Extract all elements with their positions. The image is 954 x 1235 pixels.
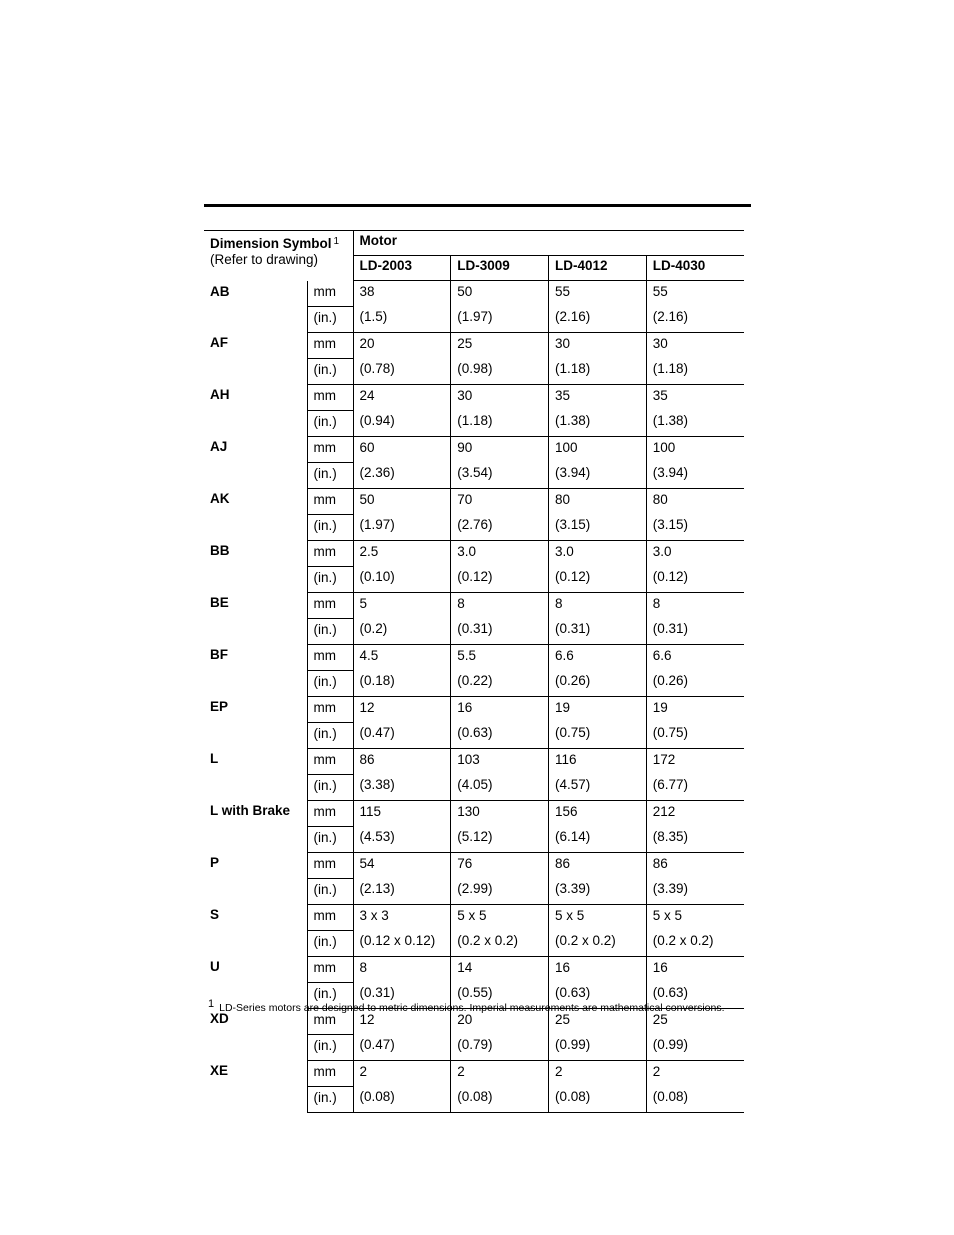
value-in: (1.18)	[549, 358, 647, 384]
value-in: (0.2 x 0.2)	[549, 930, 647, 956]
value-mm: 55	[549, 281, 647, 307]
value-mm: 8	[549, 592, 647, 618]
unit-mm: mm	[307, 1060, 353, 1086]
unit-in: (in.)	[307, 826, 353, 852]
value-mm: 100	[549, 436, 647, 462]
value-mm: 3.0	[451, 540, 549, 566]
unit-mm: mm	[307, 332, 353, 358]
unit-in: (in.)	[307, 514, 353, 540]
table-row	[204, 904, 744, 930]
value-mm: 55	[646, 281, 744, 307]
unit-mm: mm	[307, 800, 353, 826]
value-in: (3.39)	[646, 878, 744, 904]
table-row	[204, 748, 744, 774]
unit-in: (in.)	[307, 306, 353, 332]
table-row	[204, 436, 744, 462]
value-mm: 2	[451, 1060, 549, 1086]
table-row	[204, 332, 744, 358]
value-mm: 172	[646, 748, 744, 774]
value-in: (8.35)	[646, 826, 744, 852]
dimension-symbol: L	[210, 751, 219, 766]
value-in: (0.47)	[353, 722, 451, 748]
value-in: (0.31)	[451, 618, 549, 644]
value-in: (0.2 x 0.2)	[451, 930, 549, 956]
dimension-symbol: AJ	[210, 439, 228, 454]
value-mm: 30	[646, 332, 744, 358]
unit-in: (in.)	[307, 722, 353, 748]
unit-mm: mm	[307, 436, 353, 462]
value-in: (1.18)	[646, 358, 744, 384]
value-mm: 4.5	[353, 644, 451, 670]
value-mm: 86	[549, 852, 647, 878]
value-in: (0.10)	[353, 566, 451, 592]
footnote	[208, 998, 768, 1014]
unit-in: (in.)	[307, 566, 353, 592]
value-in: (1.38)	[549, 410, 647, 436]
value-mm: 3.0	[549, 540, 647, 566]
value-mm: 212	[646, 800, 744, 826]
unit-mm: mm	[307, 540, 353, 566]
value-mm: 156	[549, 800, 647, 826]
value-in: (0.79)	[451, 1034, 549, 1060]
value-in: (3.94)	[549, 462, 647, 488]
value-mm: 2	[646, 1060, 744, 1086]
unit-mm: mm	[307, 1008, 353, 1034]
value-in: (4.57)	[549, 774, 647, 800]
value-mm: 60	[353, 436, 451, 462]
value-mm: 30	[451, 384, 549, 410]
motor-model-header: LD-3009	[451, 256, 549, 281]
table-row	[204, 800, 744, 826]
value-in: (2.13)	[353, 878, 451, 904]
value-in: (0.08)	[353, 1086, 451, 1112]
value-mm: 3 x 3	[353, 904, 451, 930]
value-in: (2.99)	[451, 878, 549, 904]
dimension-symbol: P	[210, 855, 220, 870]
value-in: (0.99)	[646, 1034, 744, 1060]
unit-in: (in.)	[307, 358, 353, 384]
value-mm: 50	[353, 488, 451, 514]
value-in: (0.31)	[549, 618, 647, 644]
value-mm: 6.6	[646, 644, 744, 670]
top-rule	[204, 204, 751, 207]
unit-in: (in.)	[307, 670, 353, 696]
table-row	[204, 281, 744, 307]
table-row	[204, 696, 744, 722]
value-in: (3.15)	[646, 514, 744, 540]
dimension-symbol: BE	[210, 595, 229, 610]
value-in: (6.77)	[646, 774, 744, 800]
dimensions-table	[204, 230, 744, 1113]
value-in: (0.08)	[549, 1086, 647, 1112]
value-mm: 35	[646, 384, 744, 410]
value-mm: 19	[549, 696, 647, 722]
dimension-symbol: EP	[210, 699, 229, 714]
value-mm: 3.0	[646, 540, 744, 566]
value-mm: 86	[353, 748, 451, 774]
value-mm: 80	[549, 488, 647, 514]
value-mm: 16	[549, 956, 647, 982]
value-mm: 70	[451, 488, 549, 514]
table-row	[204, 1060, 744, 1086]
unit-mm: mm	[307, 956, 353, 982]
unit-in: (in.)	[307, 618, 353, 644]
dimension-symbol: S	[210, 907, 220, 922]
value-mm: 8	[646, 592, 744, 618]
footnote-text: LD-Series motors are designed to metric dimensions. Imperial measurements are mathematical conversions.	[219, 1002, 725, 1014]
value-mm: 5	[353, 592, 451, 618]
value-in: (2.16)	[549, 306, 647, 332]
value-in: (0.55)	[451, 982, 549, 1008]
value-mm: 76	[451, 852, 549, 878]
value-in: (1.18)	[451, 410, 549, 436]
table-row	[204, 644, 744, 670]
value-mm: 35	[549, 384, 647, 410]
unit-in: (in.)	[307, 410, 353, 436]
unit-mm: mm	[307, 592, 353, 618]
value-mm: 100	[646, 436, 744, 462]
unit-in: (in.)	[307, 878, 353, 904]
value-mm: 115	[353, 800, 451, 826]
value-in: (3.15)	[549, 514, 647, 540]
unit-mm: mm	[307, 644, 353, 670]
table-row	[204, 956, 744, 982]
unit-mm: mm	[307, 904, 353, 930]
value-in: (1.97)	[451, 306, 549, 332]
value-mm: 2.5	[353, 540, 451, 566]
value-mm: 130	[451, 800, 549, 826]
dimension-symbol: XD	[210, 1011, 229, 1026]
table-row	[204, 852, 744, 878]
value-in: (2.16)	[646, 306, 744, 332]
value-in: (1.97)	[353, 514, 451, 540]
dimension-symbol: U	[210, 959, 220, 974]
value-mm: 6.6	[549, 644, 647, 670]
dimension-symbol: AB	[210, 283, 230, 299]
value-in: (3.39)	[549, 878, 647, 904]
dimension-symbol: AF	[210, 335, 228, 350]
value-in: (0.99)	[549, 1034, 647, 1060]
footnote-mark: 1	[333, 236, 340, 247]
dimension-symbol-sublabel: (Refer to drawing)	[210, 252, 319, 267]
value-in: (0.47)	[353, 1034, 451, 1060]
dimension-symbol: XE	[210, 1063, 229, 1078]
value-in: (1.5)	[353, 306, 451, 332]
value-in: (1.38)	[646, 410, 744, 436]
value-in: (0.31)	[353, 982, 451, 1008]
value-mm: 20	[353, 332, 451, 358]
value-in: (0.63)	[451, 722, 549, 748]
dimension-symbol: AK	[210, 491, 230, 506]
value-mm: 86	[646, 852, 744, 878]
value-in: (0.78)	[353, 358, 451, 384]
value-mm: 5.5	[451, 644, 549, 670]
value-in: (2.36)	[353, 462, 451, 488]
unit-in: (in.)	[307, 774, 353, 800]
value-mm: 103	[451, 748, 549, 774]
value-mm: 24	[353, 384, 451, 410]
value-mm: 16	[451, 696, 549, 722]
unit-mm: mm	[307, 748, 353, 774]
value-mm: 38	[353, 281, 451, 307]
header-row-motor	[204, 231, 744, 256]
value-in: (3.38)	[353, 774, 451, 800]
unit-in: (in.)	[307, 982, 353, 1008]
value-mm: 12	[353, 1008, 451, 1034]
value-in: (4.05)	[451, 774, 549, 800]
value-mm: 8	[451, 592, 549, 618]
value-in: (0.12)	[549, 566, 647, 592]
value-mm: 54	[353, 852, 451, 878]
footnote-number: 1	[208, 998, 215, 1010]
value-mm: 2	[549, 1060, 647, 1086]
value-mm: 116	[549, 748, 647, 774]
value-in: (3.94)	[646, 462, 744, 488]
value-in: (5.12)	[451, 826, 549, 852]
value-in: (4.53)	[353, 826, 451, 852]
value-in: (2.76)	[451, 514, 549, 540]
value-mm: 30	[549, 332, 647, 358]
value-mm: 25	[549, 1008, 647, 1034]
value-mm: 25	[646, 1008, 744, 1034]
unit-mm: mm	[307, 281, 353, 307]
value-mm: 2	[353, 1060, 451, 1086]
value-in: (0.26)	[646, 670, 744, 696]
value-in: (0.75)	[646, 722, 744, 748]
value-in: (0.94)	[353, 410, 451, 436]
value-in: (0.12 x 0.12)	[353, 930, 451, 956]
table-row	[204, 540, 744, 566]
value-in: (0.12)	[451, 566, 549, 592]
unit-in: (in.)	[307, 930, 353, 956]
value-in: (0.12)	[646, 566, 744, 592]
value-in: (0.08)	[646, 1086, 744, 1112]
value-mm: 16	[646, 956, 744, 982]
value-mm: 90	[451, 436, 549, 462]
unit-mm: mm	[307, 696, 353, 722]
value-mm: 14	[451, 956, 549, 982]
value-mm: 8	[353, 956, 451, 982]
value-in: (0.2)	[353, 618, 451, 644]
motor-header: Motor	[353, 231, 744, 256]
unit-mm: mm	[307, 488, 353, 514]
value-mm: 5 x 5	[451, 904, 549, 930]
value-mm: 25	[451, 332, 549, 358]
value-mm: 12	[353, 696, 451, 722]
table-row	[204, 384, 744, 410]
value-in: (0.31)	[646, 618, 744, 644]
motor-model-header: LD-2003	[353, 256, 451, 281]
unit-in: (in.)	[307, 1086, 353, 1112]
value-in: (0.98)	[451, 358, 549, 384]
dimension-symbol-header	[204, 231, 353, 281]
value-mm: 5 x 5	[549, 904, 647, 930]
unit-mm: mm	[307, 384, 353, 410]
dimension-symbol: BB	[210, 543, 230, 558]
value-in: (0.63)	[646, 982, 744, 1008]
motor-model-header: LD-4012	[549, 256, 647, 281]
value-in: (0.22)	[451, 670, 549, 696]
value-in: (0.26)	[549, 670, 647, 696]
unit-in: (in.)	[307, 462, 353, 488]
value-in: (6.14)	[549, 826, 647, 852]
value-in: (3.54)	[451, 462, 549, 488]
value-mm: 80	[646, 488, 744, 514]
value-mm: 19	[646, 696, 744, 722]
value-in: (0.75)	[549, 722, 647, 748]
motor-model-header: LD-4030	[646, 256, 744, 281]
table-row	[204, 592, 744, 618]
dimension-symbol: L with Brake	[210, 803, 291, 818]
dimension-symbol: BF	[210, 647, 228, 662]
value-mm: 20	[451, 1008, 549, 1034]
unit-mm: mm	[307, 852, 353, 878]
value-mm: 50	[451, 281, 549, 307]
value-mm: 5 x 5	[646, 904, 744, 930]
table-row	[204, 488, 744, 514]
unit-in: (in.)	[307, 1034, 353, 1060]
value-in: (0.2 x 0.2)	[646, 930, 744, 956]
value-in: (0.18)	[353, 670, 451, 696]
dimension-symbol: AH	[210, 387, 230, 402]
value-in: (0.08)	[451, 1086, 549, 1112]
dimension-symbol-label: Dimension Symbol	[210, 236, 332, 251]
value-in: (0.63)	[549, 982, 647, 1008]
